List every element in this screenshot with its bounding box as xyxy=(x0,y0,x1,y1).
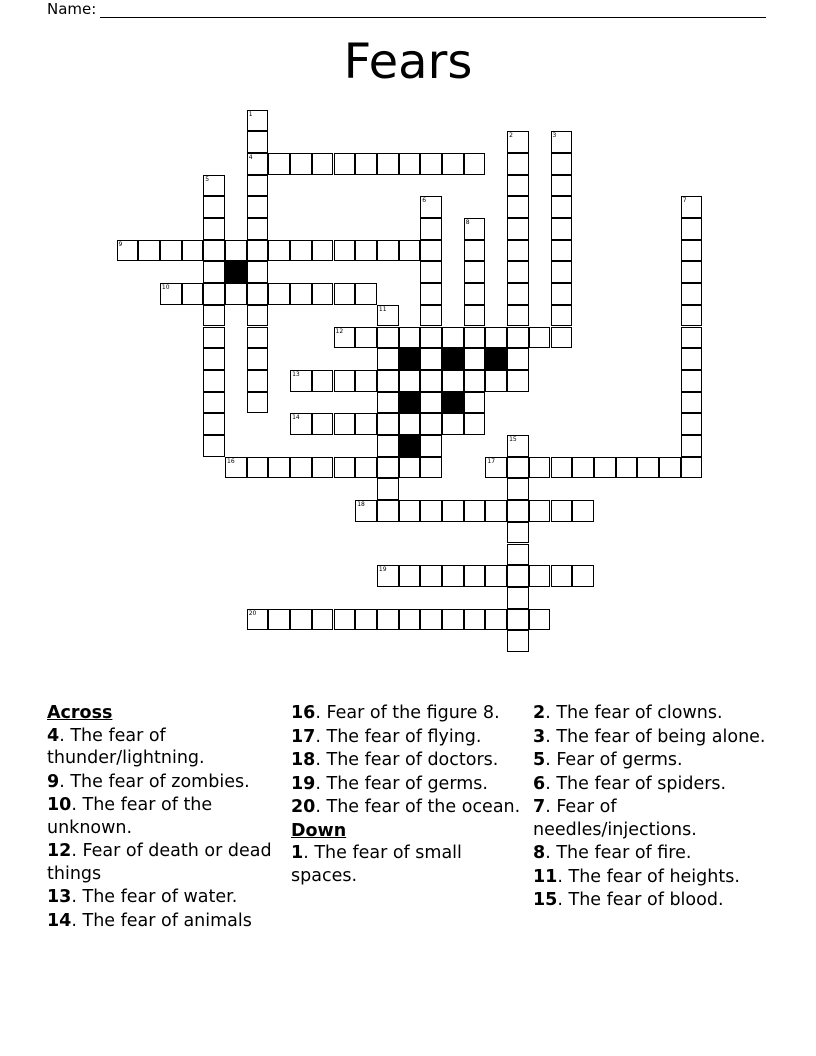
across-clue: 9. The fear of zombies. xyxy=(47,771,250,792)
grid-cell[interactable] xyxy=(529,500,551,522)
grid-cell[interactable] xyxy=(507,305,529,327)
grid-cell[interactable] xyxy=(268,283,290,305)
clue-number: 19 xyxy=(378,566,387,574)
grid-cell[interactable] xyxy=(464,283,486,305)
grid-cell[interactable] xyxy=(507,131,529,153)
grid-cell[interactable] xyxy=(377,348,399,370)
grid-cell[interactable] xyxy=(529,327,551,349)
grid-cell[interactable] xyxy=(551,261,573,283)
grid-cell[interactable] xyxy=(464,370,486,392)
grid-cell[interactable] xyxy=(377,327,399,349)
grid-cell[interactable] xyxy=(529,565,551,587)
grid-cell[interactable] xyxy=(399,370,421,392)
grid-cell[interactable] xyxy=(507,218,529,240)
grid-cell[interactable] xyxy=(377,413,399,435)
clue-number: 14 xyxy=(292,414,300,422)
down-clue: 11. The fear of heights. xyxy=(533,866,740,887)
down-clue: 5. Fear of germs. xyxy=(533,750,683,770)
grid-cell[interactable] xyxy=(334,457,356,479)
grid-cell[interactable] xyxy=(203,435,225,457)
grid-cell[interactable] xyxy=(681,261,703,283)
grid-cell[interactable] xyxy=(681,305,703,327)
down-clue: 2. The fear of clowns. xyxy=(533,703,723,723)
clue-number: 8 xyxy=(465,219,470,226)
grid-cell[interactable] xyxy=(551,240,573,262)
grid-cell[interactable] xyxy=(247,283,269,305)
down-clue: 8. The fear of fire. xyxy=(533,843,692,863)
grid-cell[interactable] xyxy=(203,413,225,435)
grid-cell[interactable] xyxy=(355,609,377,631)
grid-cell[interactable] xyxy=(529,457,551,479)
grid-cell[interactable] xyxy=(551,457,573,479)
across-clue: 17. The fear of flying. xyxy=(291,726,482,747)
clue-number: 16 xyxy=(227,457,235,465)
grid-cell[interactable] xyxy=(420,609,442,631)
grid-cell[interactable] xyxy=(464,327,486,349)
grid-cell[interactable] xyxy=(464,261,486,283)
down-heading: Down xyxy=(291,820,347,841)
clue-text: The fear of spiders. xyxy=(556,773,727,794)
across-clue: 18. The fear of doctors. xyxy=(291,750,499,770)
grid-cell[interactable] xyxy=(464,413,486,435)
grid-cell[interactable] xyxy=(485,565,507,587)
grid-cell[interactable] xyxy=(507,565,529,587)
grid-cell[interactable] xyxy=(464,348,486,370)
grid-cell[interactable] xyxy=(464,565,486,587)
clue-number: 11 xyxy=(378,305,387,313)
clue-column-1 xyxy=(47,702,277,933)
grid-cell[interactable] xyxy=(507,500,529,522)
grid-cell[interactable] xyxy=(247,348,269,370)
grid-cell[interactable] xyxy=(290,370,312,392)
grid-cell[interactable] xyxy=(420,413,442,435)
clue-column-2 xyxy=(291,702,526,888)
grid-cell[interactable] xyxy=(420,196,442,218)
clue-text: The fear of the unknown. xyxy=(47,795,213,838)
black-cell xyxy=(399,348,421,370)
clue-num: 20 xyxy=(291,797,316,817)
grid-cell[interactable] xyxy=(290,457,312,479)
grid-cell[interactable] xyxy=(247,261,269,283)
clue-num: 19 xyxy=(291,773,316,794)
black-cell xyxy=(485,348,507,370)
grid-cell[interactable] xyxy=(355,500,377,522)
grid-cell[interactable] xyxy=(485,609,507,631)
grid-cell[interactable] xyxy=(507,261,529,283)
grid-cell[interactable] xyxy=(377,305,399,327)
grid-cell[interactable] xyxy=(377,565,399,587)
black-cell xyxy=(225,261,247,283)
grid-cell[interactable] xyxy=(464,240,486,262)
grid-cell[interactable] xyxy=(334,240,356,262)
clue-text: The fear of the ocean. xyxy=(326,797,521,817)
clue-number: 15 xyxy=(509,436,517,443)
grid-cell[interactable] xyxy=(551,153,573,175)
grid-cell[interactable] xyxy=(334,327,356,349)
across-clue: 12. Fear of death or dead things xyxy=(47,841,272,884)
grid-cell[interactable] xyxy=(485,327,507,349)
clue-number: 3 xyxy=(552,132,557,140)
grid-cell[interactable] xyxy=(160,240,182,262)
grid-cell[interactable] xyxy=(572,500,594,522)
grid-cell[interactable] xyxy=(442,327,464,349)
grid-cell[interactable] xyxy=(507,370,529,392)
clue-text: Fear of germs. xyxy=(556,750,683,770)
clue-num: 13 xyxy=(47,887,72,907)
clue-num: 15 xyxy=(533,890,558,910)
down-clue: 1. The fear of small spaces. xyxy=(291,843,462,886)
grid-cell[interactable] xyxy=(247,327,269,349)
grid-cell[interactable] xyxy=(507,196,529,218)
grid-cell[interactable] xyxy=(551,283,573,305)
clue-number: 18 xyxy=(357,501,365,509)
grid-cell[interactable] xyxy=(420,261,442,283)
grid-cell[interactable] xyxy=(681,392,703,414)
grid-cell[interactable] xyxy=(247,457,269,479)
grid-cell[interactable] xyxy=(247,196,269,218)
grid-cell[interactable] xyxy=(442,565,464,587)
clue-num: 16 xyxy=(291,703,316,723)
grid-cell[interactable] xyxy=(420,348,442,370)
grid-cell[interactable] xyxy=(355,153,377,175)
grid-cell[interactable] xyxy=(312,240,334,262)
grid-cell[interactable] xyxy=(247,131,269,153)
clue-num: 3 xyxy=(533,726,546,747)
grid-cell[interactable] xyxy=(312,370,334,392)
grid-cell[interactable] xyxy=(507,327,529,349)
grid-cell[interactable] xyxy=(355,327,377,349)
grid-cell[interactable] xyxy=(290,413,312,435)
grid-cell[interactable] xyxy=(616,457,638,479)
black-cell xyxy=(399,435,421,457)
grid-cell[interactable] xyxy=(203,218,225,240)
grid-cell[interactable] xyxy=(399,565,421,587)
down-clue: 6. The fear of spiders. xyxy=(533,773,727,794)
grid-cell[interactable] xyxy=(681,413,703,435)
grid-cell[interactable] xyxy=(247,110,269,132)
grid-cell[interactable] xyxy=(681,435,703,457)
grid-cell[interactable] xyxy=(551,305,573,327)
clue-text: The fear of zombies. xyxy=(70,771,250,792)
grid-cell[interactable] xyxy=(507,587,529,609)
grid-cell[interactable] xyxy=(138,240,160,262)
grid-cell[interactable] xyxy=(507,348,529,370)
grid-cell[interactable] xyxy=(312,609,334,631)
grid-cell[interactable] xyxy=(377,609,399,631)
grid-cell[interactable] xyxy=(572,565,594,587)
clue-num: 6 xyxy=(533,773,546,794)
clue-text: The fear of germs. xyxy=(326,773,488,794)
across-clue: 16. Fear of the figure 8. xyxy=(291,703,500,723)
grid-cell[interactable] xyxy=(312,457,334,479)
grid-cell[interactable] xyxy=(507,435,529,457)
grid-cell[interactable] xyxy=(377,370,399,392)
grid-cell[interactable] xyxy=(681,370,703,392)
grid-cell[interactable] xyxy=(182,283,204,305)
grid-cell[interactable] xyxy=(268,609,290,631)
clue-number: 9 xyxy=(118,240,123,248)
clue-text: The fear of flying. xyxy=(326,726,482,747)
grid-cell[interactable] xyxy=(399,240,421,262)
grid-cell[interactable] xyxy=(203,348,225,370)
grid-cell[interactable] xyxy=(160,283,182,305)
grid-cell[interactable] xyxy=(551,327,573,349)
grid-cell[interactable] xyxy=(464,305,486,327)
grid-cell[interactable] xyxy=(334,413,356,435)
grid-cell[interactable] xyxy=(225,283,247,305)
clue-text: The fear of small spaces. xyxy=(291,843,462,886)
clue-num: 12 xyxy=(47,841,72,861)
grid-cell[interactable] xyxy=(420,565,442,587)
grid-cell[interactable] xyxy=(420,240,442,262)
clue-text: The fear of water. xyxy=(82,887,238,907)
grid-cell[interactable] xyxy=(507,478,529,500)
grid-cell[interactable] xyxy=(247,392,269,414)
clue-number: 5 xyxy=(205,175,210,183)
grid-cell[interactable] xyxy=(225,240,247,262)
grid-cell[interactable] xyxy=(203,305,225,327)
grid-cell[interactable] xyxy=(594,457,616,479)
clue-number: 13 xyxy=(292,370,300,378)
grid-cell[interactable] xyxy=(485,370,507,392)
grid-cell[interactable] xyxy=(290,153,312,175)
grid-cell[interactable] xyxy=(377,500,399,522)
grid-cell[interactable] xyxy=(203,175,225,197)
grid-cell[interactable] xyxy=(334,609,356,631)
clue-number: 7 xyxy=(682,197,687,205)
grid-cell[interactable] xyxy=(681,240,703,262)
grid-cell[interactable] xyxy=(551,565,573,587)
grid-cell[interactable] xyxy=(572,457,594,479)
clue-number: 17 xyxy=(487,457,496,465)
down-clue: 7. Fear of needles/injections. xyxy=(533,797,697,840)
grid-cell[interactable] xyxy=(507,457,529,479)
grid-cell[interactable] xyxy=(420,218,442,240)
clue-text: Fear of death or dead things xyxy=(47,841,272,884)
clue-number: 20 xyxy=(248,609,257,617)
grid-cell[interactable] xyxy=(420,457,442,479)
grid-cell[interactable] xyxy=(507,240,529,262)
black-cell xyxy=(442,392,464,414)
grid-cell[interactable] xyxy=(203,261,225,283)
clue-number: 12 xyxy=(335,327,344,335)
grid-cell[interactable] xyxy=(551,218,573,240)
grid-cell[interactable] xyxy=(420,370,442,392)
grid-cell[interactable] xyxy=(247,240,269,262)
name-line[interactable] xyxy=(100,2,766,18)
grid-cell[interactable] xyxy=(268,240,290,262)
grid-cell[interactable] xyxy=(247,609,269,631)
grid-cell[interactable] xyxy=(355,283,377,305)
across-clue: 10. The fear of the unknown. xyxy=(47,795,213,838)
grid-cell[interactable] xyxy=(420,392,442,414)
across-clue: 4. The fear of thunder/lightning. xyxy=(47,725,205,768)
grid-cell[interactable] xyxy=(290,283,312,305)
name-field[interactable] xyxy=(47,0,766,18)
clue-num: 2 xyxy=(533,703,546,723)
grid-cell[interactable] xyxy=(442,413,464,435)
clue-num: 1 xyxy=(291,843,304,863)
grid-cell[interactable] xyxy=(247,305,269,327)
clue-num: 4 xyxy=(47,725,60,746)
grid-cell[interactable] xyxy=(464,500,486,522)
clue-num: 10 xyxy=(47,795,72,815)
clue-num: 11 xyxy=(533,866,558,887)
grid-cell[interactable] xyxy=(681,327,703,349)
down-clue: 3. The fear of being alone. xyxy=(533,726,766,747)
grid-cell[interactable] xyxy=(377,240,399,262)
grid-cell[interactable] xyxy=(203,392,225,414)
grid-cell[interactable] xyxy=(420,283,442,305)
grid-cell[interactable] xyxy=(681,283,703,305)
grid-cell[interactable] xyxy=(507,609,529,631)
black-cell xyxy=(442,348,464,370)
grid-cell[interactable] xyxy=(399,457,421,479)
grid-cell[interactable] xyxy=(355,370,377,392)
clue-number: 1 xyxy=(248,110,253,118)
grid-cell[interactable] xyxy=(268,457,290,479)
grid-cell[interactable] xyxy=(290,609,312,631)
clue-number: 2 xyxy=(509,132,513,140)
clue-text: The fear of being alone. xyxy=(556,726,766,747)
clue-number: 6 xyxy=(422,197,427,205)
grid-cell[interactable] xyxy=(399,413,421,435)
grid-cell[interactable] xyxy=(247,370,269,392)
grid-cell[interactable] xyxy=(377,478,399,500)
grid-cell[interactable] xyxy=(442,153,464,175)
grid-cell[interactable] xyxy=(464,392,486,414)
grid-cell[interactable] xyxy=(203,196,225,218)
clue-num: 14 xyxy=(47,910,72,931)
grid-cell[interactable] xyxy=(247,218,269,240)
clue-number: 4 xyxy=(248,153,253,161)
grid-cell[interactable] xyxy=(377,457,399,479)
grid-cell[interactable] xyxy=(334,283,356,305)
clue-num: 5 xyxy=(533,750,546,770)
grid-cell[interactable] xyxy=(203,370,225,392)
grid-cell[interactable] xyxy=(681,196,703,218)
grid-cell[interactable] xyxy=(225,457,247,479)
grid-cell[interactable] xyxy=(355,240,377,262)
across-clue: 19. The fear of germs. xyxy=(291,773,488,794)
grid-cell[interactable] xyxy=(420,305,442,327)
grid-cell[interactable] xyxy=(551,175,573,197)
clue-text: Fear of needles/injections. xyxy=(533,797,697,840)
grid-cell[interactable] xyxy=(551,500,573,522)
grid-cell[interactable] xyxy=(551,131,573,153)
grid-cell[interactable] xyxy=(203,240,225,262)
grid-cell[interactable] xyxy=(312,283,334,305)
across-clue: 13. The fear of water. xyxy=(47,887,238,907)
across-clue: 20. The fear of the ocean. xyxy=(291,797,521,817)
grid-cell[interactable] xyxy=(442,500,464,522)
grid-cell[interactable] xyxy=(203,283,225,305)
grid-cell[interactable] xyxy=(399,609,421,631)
grid-cell[interactable] xyxy=(420,435,442,457)
clue-number: 10 xyxy=(161,284,170,292)
clue-text: The fear of heights. xyxy=(568,866,740,887)
grid-cell[interactable] xyxy=(290,240,312,262)
grid-cell[interactable] xyxy=(464,218,486,240)
grid-cell[interactable] xyxy=(334,153,356,175)
grid-cell[interactable] xyxy=(507,630,529,652)
grid-cell[interactable] xyxy=(442,609,464,631)
grid-cell[interactable] xyxy=(247,175,269,197)
grid-cell[interactable] xyxy=(334,370,356,392)
black-cell xyxy=(399,392,421,414)
grid-cell[interactable] xyxy=(355,413,377,435)
grid-cell[interactable] xyxy=(312,413,334,435)
grid-cell[interactable] xyxy=(247,153,269,175)
grid-cell[interactable] xyxy=(420,500,442,522)
grid-cell[interactable] xyxy=(268,153,290,175)
clue-num: 7 xyxy=(533,797,546,817)
clue-text: The fear of animals xyxy=(82,910,252,931)
grid-cell[interactable] xyxy=(485,500,507,522)
clue-column-3 xyxy=(533,702,773,913)
name-label: Name: xyxy=(47,0,97,18)
grid-cell[interactable] xyxy=(399,500,421,522)
grid-cell[interactable] xyxy=(507,153,529,175)
grid-cell[interactable] xyxy=(377,392,399,414)
grid-cell[interactable] xyxy=(529,609,551,631)
grid-cell[interactable] xyxy=(117,240,139,262)
clue-text: The fear of blood. xyxy=(568,890,724,910)
grid-cell[interactable] xyxy=(399,327,421,349)
grid-cell[interactable] xyxy=(420,153,442,175)
grid-cell[interactable] xyxy=(507,283,529,305)
grid-cell[interactable] xyxy=(507,544,529,566)
grid-cell[interactable] xyxy=(681,218,703,240)
grid-cell[interactable] xyxy=(637,457,659,479)
puzzle-title: Fears xyxy=(343,34,473,90)
grid-cell[interactable] xyxy=(485,457,507,479)
grid-cell[interactable] xyxy=(355,457,377,479)
grid-cell[interactable] xyxy=(551,196,573,218)
across-heading: Across xyxy=(47,703,113,723)
grid-cell[interactable] xyxy=(377,153,399,175)
grid-cell[interactable] xyxy=(442,370,464,392)
clue-num: 9 xyxy=(47,771,60,792)
grid-cell[interactable] xyxy=(507,522,529,544)
grid-cell[interactable] xyxy=(420,327,442,349)
across-clue: 14. The fear of animals xyxy=(47,910,252,931)
clue-text: The fear of doctors. xyxy=(326,750,499,770)
grid-cell[interactable] xyxy=(312,153,334,175)
grid-cell[interactable] xyxy=(464,153,486,175)
grid-cell[interactable] xyxy=(399,153,421,175)
clue-num: 17 xyxy=(291,726,316,747)
clue-text: The fear of fire. xyxy=(556,843,692,863)
clue-text: The fear of thunder/lightning. xyxy=(47,725,205,768)
clue-text: Fear of the figure 8. xyxy=(326,703,500,723)
grid-cell[interactable] xyxy=(203,327,225,349)
grid-cell[interactable] xyxy=(377,435,399,457)
grid-cell[interactable] xyxy=(659,457,681,479)
grid-cell[interactable] xyxy=(681,457,703,479)
clue-num: 8 xyxy=(533,843,546,863)
grid-cell[interactable] xyxy=(507,175,529,197)
down-clue: 15. The fear of blood. xyxy=(533,890,724,910)
clue-text: The fear of clowns. xyxy=(556,703,723,723)
grid-cell[interactable] xyxy=(464,609,486,631)
clue-num: 18 xyxy=(291,750,316,770)
grid-cell[interactable] xyxy=(681,348,703,370)
grid-cell[interactable] xyxy=(182,240,204,262)
